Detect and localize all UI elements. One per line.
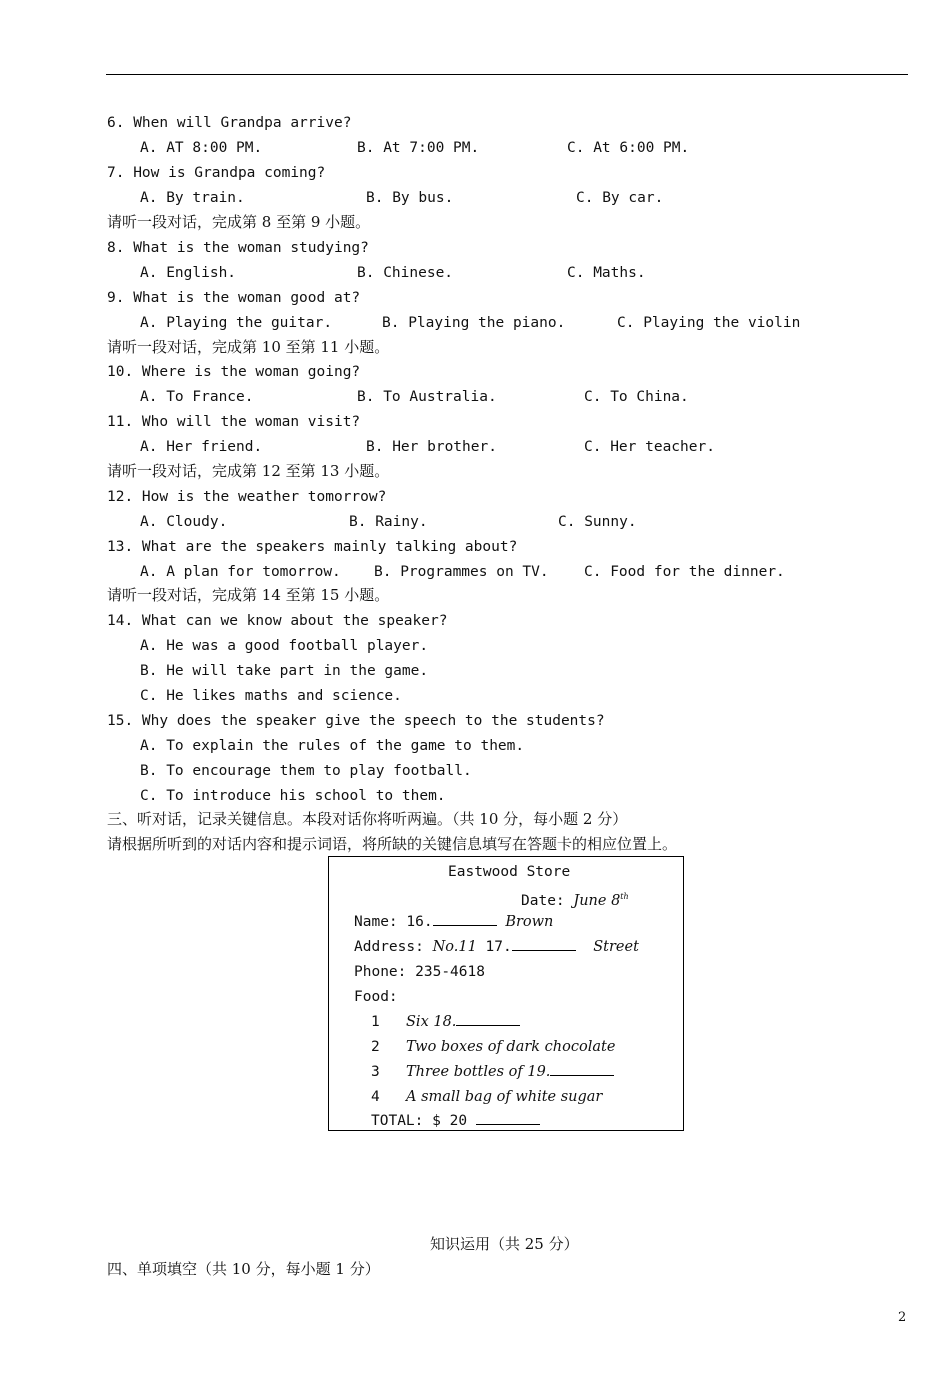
food-item-1-text: Six 18. [406,1014,457,1030]
question-11: 11. Who will the woman visit? [107,414,361,430]
q7-option-a: A. By train. [140,190,245,206]
section-3-description: 请根据所听到的对话内容和提示词语，将所缺的关键信息填写在答题卡的相应位置上。 [107,835,678,853]
q13-option-c: C. Food for the dinner. [584,564,785,580]
date-row [521,888,629,910]
date-value: June 8 [573,892,621,909]
q8-option-c: C. Maths. [567,265,646,281]
question-10: 10. Where is the woman going? [107,364,361,380]
food-item-3-number: 3 [371,1064,380,1080]
q8-option-a: A. English. [140,265,237,281]
name-label: Name: [354,914,398,930]
date-suffix: th [620,892,629,901]
q11-option-a: A. Her friend. [140,439,263,455]
q13-option-b: B. Programmes on TV. [374,564,549,580]
q15-option-b: B. To encourage them to play football. [140,763,472,779]
address-blank-number: 17. [485,939,512,955]
q6-option-a: A. AT 8:00 PM. [140,140,263,156]
question-8: 8. What is the woman studying? [107,240,369,256]
q9-option-b: B. Playing the piano. [382,315,566,331]
name-row [354,913,553,931]
question-13: 13. What are the speakers mainly talking about? [107,539,518,555]
q14-option-b: B. He will take part in the game. [140,663,429,679]
instruction-14-15: 请听一段对话，完成第 14 至第 15 小题。 [107,586,390,604]
total-value: $ 20 [432,1113,468,1129]
q7-option-c: C. By car. [576,190,664,206]
address-street: Street [593,939,639,955]
phone-label: Phone: [354,964,407,980]
total-label: TOTAL: [371,1113,424,1129]
question-6: 6. When will Grandpa arrive? [107,115,352,131]
store-name: Eastwood Store [448,864,571,880]
total-blank-line[interactable] [476,1112,540,1125]
name-blank-line[interactable] [433,913,497,926]
q10-option-a: A. To France. [140,389,254,405]
food-label: Food: [354,989,398,1005]
question-12: 12. How is the weather tomorrow? [107,489,387,505]
address-blank-line[interactable] [512,938,576,951]
question-15: 15. Why does the speaker give the speech to the students? [107,713,605,729]
section-4-title: 四、单项填空（共 10 分，每小题 1 分） [107,1260,380,1278]
total-row [371,1112,540,1130]
q9-option-c: C. Playing the violin [617,315,801,331]
q15-option-a: A. To explain the rules of the game to them. [140,738,525,754]
address-number: No.11 [432,939,477,955]
q12-option-a: A. Cloudy. [140,514,228,530]
q14-option-a: A. He was a good football player. [140,638,429,654]
q11-option-b: B. Her brother. [366,439,497,455]
food-item-3 [406,1063,614,1081]
food-item-4-number: 4 [371,1089,380,1105]
instruction-8-9: 请听一段对话，完成第 8 至第 9 小题。 [107,213,371,231]
q8-option-b: B. Chinese. [357,265,454,281]
phone-value: 235-4618 [415,964,485,980]
q12-option-c: C. Sunny. [558,514,637,530]
page-number: 2 [898,1310,907,1325]
address-row [354,938,639,956]
q15-option-c: C. To introduce his school to them. [140,788,446,804]
food-item-4-text: A small bag of white sugar [406,1089,603,1105]
q11-option-c: C. Her teacher. [584,439,715,455]
question-14: 14. What can we know about the speaker? [107,613,448,629]
food-item-2-number: 2 [371,1039,380,1055]
food-item-3-blank-line[interactable] [550,1063,614,1076]
q12-option-b: B. Rainy. [349,514,428,530]
q14-option-c: C. He likes maths and science. [140,688,402,704]
q13-option-a: A. A plan for tomorrow. [140,564,341,580]
q10-option-b: B. To Australia. [357,389,497,405]
q10-option-c: C. To China. [584,389,689,405]
section-3-title: 三、听对话，记录关键信息。本段对话你将听两遍。（共 10 分，每小题 2 分） [107,810,628,828]
food-item-2-text: Two boxes of dark chocolate [406,1039,616,1055]
q6-option-b: B. At 7:00 PM. [357,140,480,156]
food-item-1-blank-line[interactable] [456,1013,520,1026]
food-item-1-number: 1 [371,1014,380,1030]
question-7: 7. How is Grandpa coming? [107,165,326,181]
name-blank-number: 16. [406,914,433,930]
instruction-10-11: 请听一段对话，完成第 10 至第 11 小题。 [107,338,390,356]
q6-option-c: C. At 6:00 PM. [567,140,690,156]
food-item-3-text: Three bottles of 19. [406,1064,551,1080]
q7-option-b: B. By bus. [366,190,454,206]
instruction-12-13: 请听一段对话，完成第 12 至第 13 小题。 [107,462,390,480]
knowledge-section-title: 知识运用（共 25 分） [430,1235,579,1253]
name-surname: Brown [505,914,554,930]
header-rule [106,74,908,75]
date-label: Date: [521,892,565,909]
address-label: Address: [354,939,424,955]
q9-option-a: A. Playing the guitar. [140,315,333,331]
store-receipt-box [328,856,684,1131]
phone-row [354,963,485,981]
food-item-1 [406,1013,520,1031]
question-9: 9. What is the woman good at? [107,290,361,306]
